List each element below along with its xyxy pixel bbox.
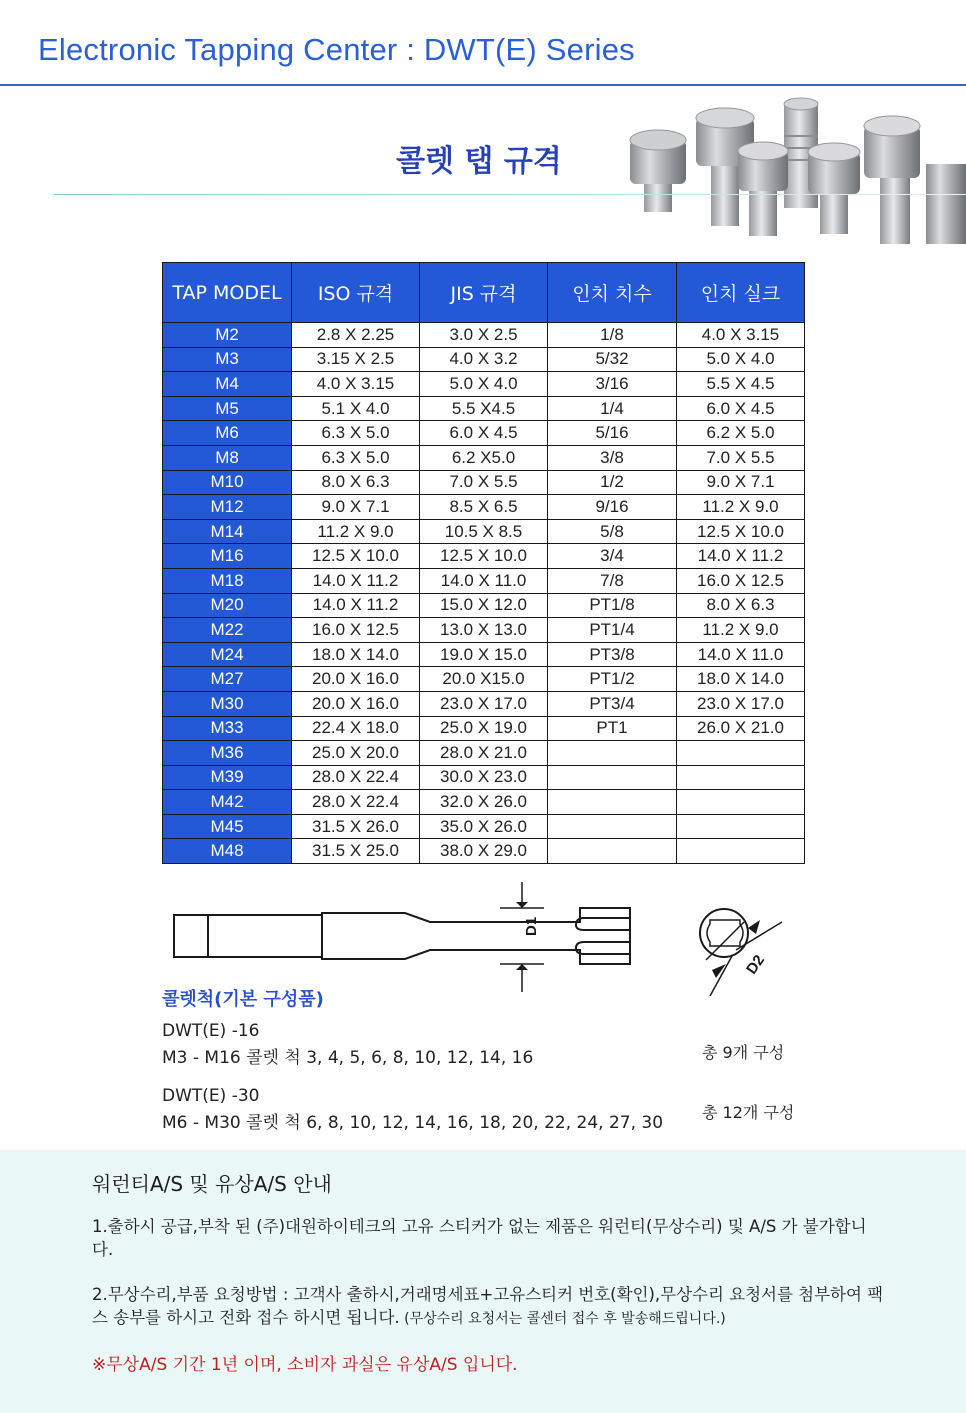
iso-cell: 4.0 X 3.15 [292, 372, 420, 397]
table-row [163, 618, 805, 643]
iso-cell: 20.0 X 16.0 [292, 667, 420, 692]
iso-cell: 16.0 X 12.5 [292, 618, 420, 643]
tap-model-cell: M3 [163, 347, 292, 372]
inch-silk-cell [677, 765, 805, 790]
jis-cell: 12.5 X 10.0 [420, 544, 548, 569]
inch-silk-cell [677, 814, 805, 839]
notice-paragraph-2-main: 2.무상수리,부품 요청방법 : 고객사 출하시,거래명세표+고유스티커 번호(확인),무상수리 요청서를 첨부하여 팩스 송부를 하시고 전화 접수 하시면 됩니다. [92, 1285, 884, 1327]
tap-model-cell: M12 [163, 495, 292, 520]
jis-cell: 30.0 X 23.0 [420, 765, 548, 790]
table-row [163, 691, 805, 716]
collet-title: 콜렛척(기본 구성품) [162, 989, 324, 1010]
collet-group-total: 총 9개 구성 [702, 1043, 785, 1062]
jis-cell: 32.0 X 26.0 [420, 790, 548, 815]
table-row [163, 593, 805, 618]
table-row [163, 421, 805, 446]
table-row [163, 716, 805, 741]
notice-paragraph-2 [92, 1283, 892, 1331]
iso-cell: 28.0 X 22.4 [292, 790, 420, 815]
table-row [163, 519, 805, 544]
inch-size-cell: 1/4 [548, 396, 677, 421]
inch-size-cell: 5/8 [548, 519, 677, 544]
iso-cell: 5.1 X 4.0 [292, 396, 420, 421]
inch-silk-cell: 12.5 X 10.0 [677, 519, 805, 544]
inch-size-cell: 1/2 [548, 470, 677, 495]
jis-cell: 23.0 X 17.0 [420, 691, 548, 716]
iso-cell: 18.0 X 14.0 [292, 642, 420, 667]
table-row [163, 347, 805, 372]
header-inch-size: 인치 치수 [548, 263, 677, 323]
header-tap-model: TAP MODEL [163, 263, 292, 323]
inch-size-cell: 1/8 [548, 323, 677, 348]
inch-size-cell: PT1/8 [548, 593, 677, 618]
inch-size-cell [548, 839, 677, 864]
inch-silk-cell: 6.2 X 5.0 [677, 421, 805, 446]
jis-cell: 38.0 X 29.0 [420, 839, 548, 864]
iso-cell: 9.0 X 7.1 [292, 495, 420, 520]
inch-silk-cell: 6.0 X 4.5 [677, 396, 805, 421]
inch-silk-cell: 23.0 X 17.0 [677, 691, 805, 716]
warning-note: ※무상A/S 기간 1년 이며, 소비자 과실은 유상A/S 입니다. [92, 1355, 518, 1375]
tap-model-cell: M22 [163, 618, 292, 643]
inch-size-cell: PT1/4 [548, 618, 677, 643]
inch-size-cell: PT3/8 [548, 642, 677, 667]
inch-silk-cell [677, 741, 805, 766]
header-inch-silk: 인치 실크 [677, 263, 805, 323]
table-row [163, 470, 805, 495]
inch-size-cell: 3/16 [548, 372, 677, 397]
inch-silk-cell: 7.0 X 5.5 [677, 445, 805, 470]
iso-cell: 6.3 X 5.0 [292, 421, 420, 446]
notice-paragraph-2-note: (무상수리 요청서는 콜센터 접수 후 발송해드립니다.) [399, 1311, 726, 1327]
tap-model-cell: M48 [163, 839, 292, 864]
d2-label: D2 [743, 951, 769, 978]
tap-model-cell: M39 [163, 765, 292, 790]
tap-model-cell: M20 [163, 593, 292, 618]
table-row [163, 790, 805, 815]
jis-cell: 13.0 X 13.0 [420, 618, 548, 643]
jis-cell: 25.0 X 19.0 [420, 716, 548, 741]
jis-cell: 10.5 X 8.5 [420, 519, 548, 544]
table-row [163, 568, 805, 593]
jis-cell: 8.5 X 6.5 [420, 495, 548, 520]
inch-silk-cell: 16.0 X 12.5 [677, 568, 805, 593]
iso-cell: 3.15 X 2.5 [292, 347, 420, 372]
iso-cell: 6.3 X 5.0 [292, 445, 420, 470]
iso-cell: 14.0 X 11.2 [292, 568, 420, 593]
inch-size-cell: PT1/2 [548, 667, 677, 692]
inch-size-cell: 5/16 [548, 421, 677, 446]
section-title: 콜렛 탭 규격 [396, 144, 562, 179]
inch-size-cell: PT3/4 [548, 691, 677, 716]
inch-silk-cell: 11.2 X 9.0 [677, 495, 805, 520]
jis-cell: 35.0 X 26.0 [420, 814, 548, 839]
iso-cell: 28.0 X 22.4 [292, 765, 420, 790]
tap-model-cell: M36 [163, 741, 292, 766]
header-divider [0, 84, 966, 86]
inch-silk-cell: 9.0 X 7.1 [677, 470, 805, 495]
jis-cell: 5.0 X 4.0 [420, 372, 548, 397]
jis-cell: 4.0 X 3.2 [420, 347, 548, 372]
collet-chucks-image [618, 96, 966, 256]
tap-model-cell: M10 [163, 470, 292, 495]
jis-cell: 14.0 X 11.0 [420, 568, 548, 593]
jis-cell: 15.0 X 12.0 [420, 593, 548, 618]
iso-cell: 22.4 X 18.0 [292, 716, 420, 741]
notice-paragraph-1: 1.출하시 공급,부착 된 (주)대원하이테크의 고유 스티커가 없는 제품은 워런티(무상수리) 및 A/S 가 불가합니다. [92, 1217, 867, 1259]
page-title: Electronic Tapping Center : DWT(E) Series [38, 32, 635, 67]
collet-tap-spec-table [162, 262, 805, 864]
collet-group-desc: M6 - M30 콜렛 척 6, 8, 10, 12, 14, 16, 18, 20, 22, 24, 27, 30 [162, 1113, 664, 1133]
inch-silk-cell: 4.0 X 3.15 [677, 323, 805, 348]
tap-model-cell: M24 [163, 642, 292, 667]
inch-silk-cell: 8.0 X 6.3 [677, 593, 805, 618]
table-row [163, 741, 805, 766]
tap-model-cell: M5 [163, 396, 292, 421]
iso-cell: 14.0 X 11.2 [292, 593, 420, 618]
collet-group-total: 총 12개 구성 [702, 1103, 795, 1122]
header-jis: JIS 규격 [420, 263, 548, 323]
jis-cell: 3.0 X 2.5 [420, 323, 548, 348]
table-row [163, 495, 805, 520]
inch-silk-cell: 5.5 X 4.5 [677, 372, 805, 397]
iso-cell: 12.5 X 10.0 [292, 544, 420, 569]
tap-model-cell: M27 [163, 667, 292, 692]
inch-size-cell [548, 741, 677, 766]
inch-silk-cell: 14.0 X 11.0 [677, 642, 805, 667]
inch-size-cell: 9/16 [548, 495, 677, 520]
jis-cell: 6.2 X5.0 [420, 445, 548, 470]
iso-cell: 2.8 X 2.25 [292, 323, 420, 348]
iso-cell: 31.5 X 25.0 [292, 839, 420, 864]
jis-cell: 20.0 X15.0 [420, 667, 548, 692]
tap-model-cell: M16 [163, 544, 292, 569]
tap-model-cell: M2 [163, 323, 292, 348]
tap-model-cell: M18 [163, 568, 292, 593]
inch-silk-cell [677, 839, 805, 864]
collet-group-model: DWT(E) -16 [162, 1021, 260, 1041]
tap-model-cell: M33 [163, 716, 292, 741]
table-row [163, 814, 805, 839]
jis-cell: 5.5 X4.5 [420, 396, 548, 421]
inch-silk-cell: 14.0 X 11.2 [677, 544, 805, 569]
table-row [163, 642, 805, 667]
inch-size-cell: 3/8 [548, 445, 677, 470]
iso-cell: 31.5 X 26.0 [292, 814, 420, 839]
jis-cell: 7.0 X 5.5 [420, 470, 548, 495]
table-row [163, 445, 805, 470]
iso-cell: 20.0 X 16.0 [292, 691, 420, 716]
header-iso: ISO 규격 [292, 263, 420, 323]
section-divider [54, 194, 966, 195]
inch-silk-cell: 26.0 X 21.0 [677, 716, 805, 741]
tap-dimension-drawing [160, 878, 810, 998]
collet-group-model: DWT(E) -30 [162, 1086, 260, 1106]
inch-size-cell: 3/4 [548, 544, 677, 569]
inch-size-cell [548, 765, 677, 790]
inch-size-cell: 5/32 [548, 347, 677, 372]
inch-silk-cell [677, 790, 805, 815]
table-row [163, 839, 805, 864]
table-row [163, 372, 805, 397]
collet-group-desc: M3 - M16 콜렛 척 3, 4, 5, 6, 8, 10, 12, 14, 16 [162, 1048, 534, 1068]
inch-size-cell: PT1 [548, 716, 677, 741]
tap-model-cell: M45 [163, 814, 292, 839]
inch-silk-cell: 11.2 X 9.0 [677, 618, 805, 643]
table-row [163, 396, 805, 421]
notice-title: 워런티A/S 및 유상A/S 안내 [92, 1172, 332, 1196]
inch-size-cell: 7/8 [548, 568, 677, 593]
jis-cell: 6.0 X 4.5 [420, 421, 548, 446]
jis-cell: 19.0 X 15.0 [420, 642, 548, 667]
d1-label: D1 [523, 916, 540, 936]
table-row [163, 544, 805, 569]
iso-cell: 8.0 X 6.3 [292, 470, 420, 495]
tap-model-cell: M8 [163, 445, 292, 470]
tap-model-cell: M14 [163, 519, 292, 544]
iso-cell: 25.0 X 20.0 [292, 741, 420, 766]
tap-model-cell: M4 [163, 372, 292, 397]
table-row [163, 667, 805, 692]
inch-silk-cell: 5.0 X 4.0 [677, 347, 805, 372]
jis-cell: 28.0 X 21.0 [420, 741, 548, 766]
tap-model-cell: M42 [163, 790, 292, 815]
inch-silk-cell: 18.0 X 14.0 [677, 667, 805, 692]
iso-cell: 11.2 X 9.0 [292, 519, 420, 544]
tap-model-cell: M30 [163, 691, 292, 716]
tap-model-cell: M6 [163, 421, 292, 446]
table-row [163, 765, 805, 790]
table-row [163, 323, 805, 348]
inch-size-cell [548, 814, 677, 839]
inch-size-cell [548, 790, 677, 815]
